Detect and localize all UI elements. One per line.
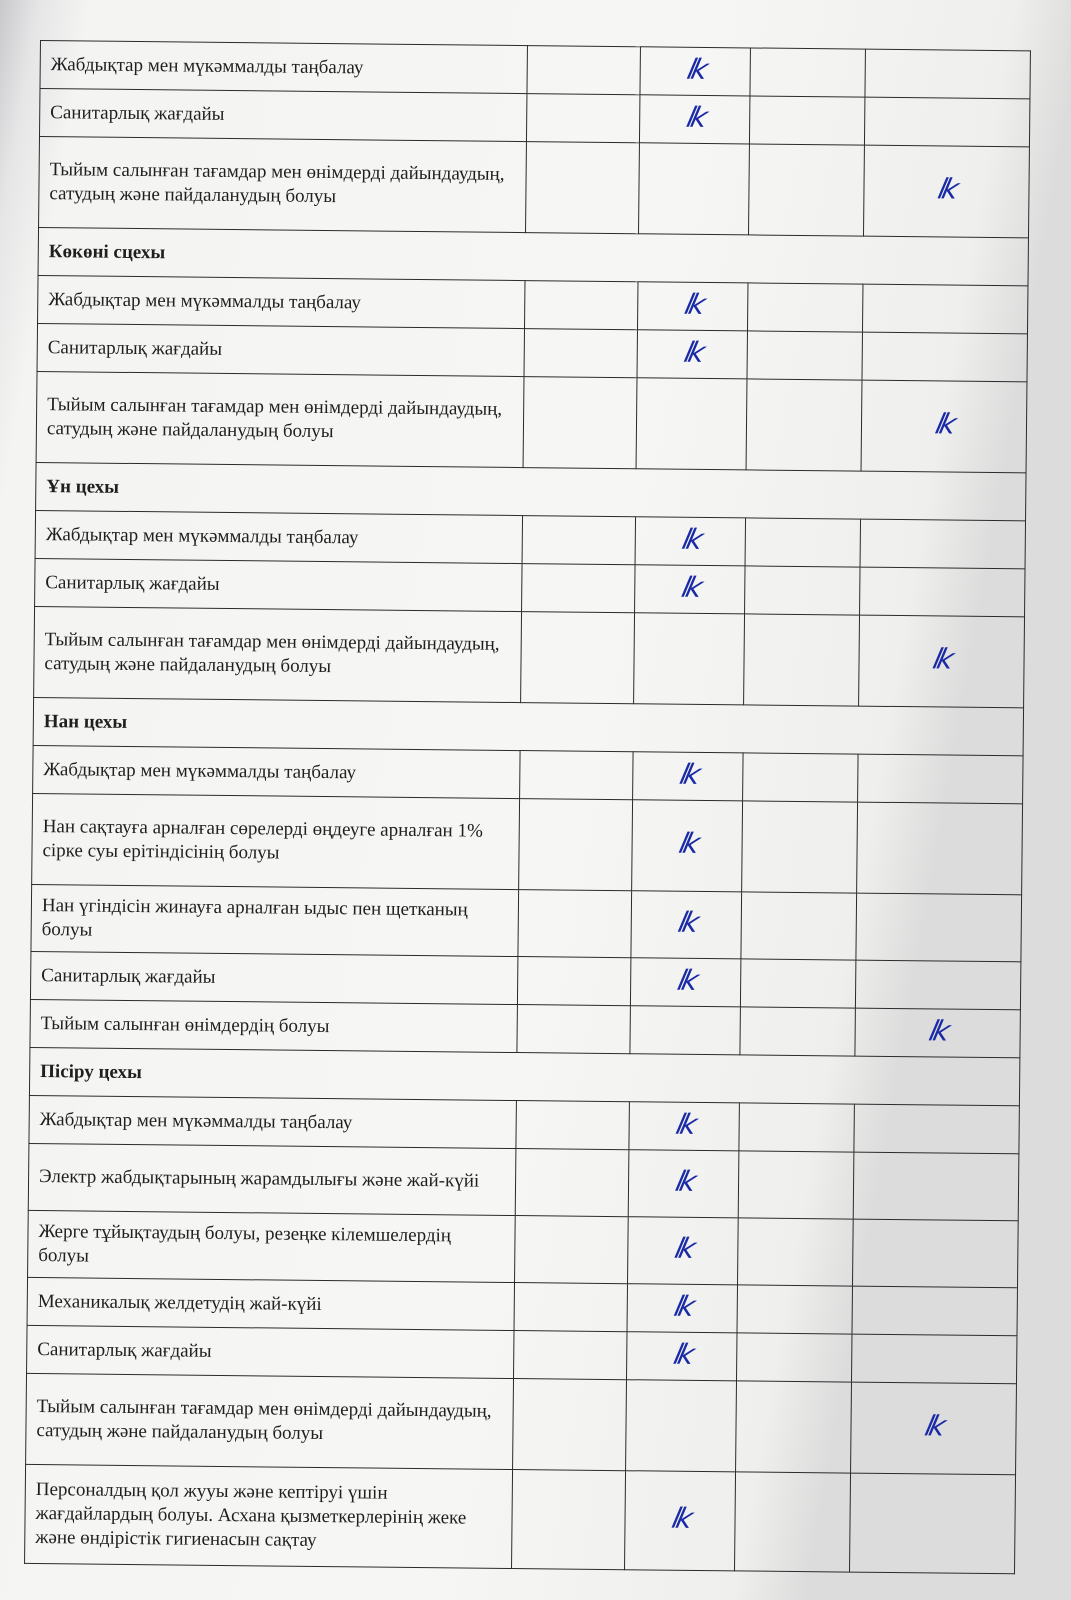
handwritten-check-mark: lk [678,570,702,604]
mark-cell-col-3 [744,614,860,706]
section-title: Нан цехы [33,697,1023,755]
mark-cell-col-3 [736,1333,851,1382]
checklist-row [36,371,1027,472]
criterion-label: Санитарлық жағдайы [27,1325,514,1378]
handwritten-check-mark: lk [929,642,954,676]
mark-cell-col-1 [521,612,635,704]
mark-cell-col-2 [632,800,743,892]
handwritten-check-mark: lk [675,826,699,860]
mark-cell-col-1 [514,1331,627,1380]
criterion-label: Жерге тұйықтаудың болуы, резеңке кілемшелердің болуы [28,1210,516,1282]
mark-cell-col-4 [858,754,1023,804]
criterion-label: Жабдықтар мен мүкәммалды таңбалау [33,745,520,798]
handwritten-check-mark: lk [926,1013,950,1048]
mark-cell-col-1 [527,46,640,95]
handwritten-check-mark: lk [681,287,705,321]
criterion-label: Механикалық желдетудің жай-күйі [27,1277,514,1330]
checklist-row [26,1373,1017,1474]
handwritten-check-mark: lk [680,335,705,369]
mark-cell-col-2 [637,282,747,331]
mark-cell-col-3 [742,801,858,893]
mark-cell-col-1 [526,94,639,143]
mark-cell-col-4 [854,1104,1019,1154]
mark-cell-col-2 [627,1284,737,1333]
checklist-sheet [24,40,1030,1574]
mark-cell-col-2 [635,517,745,566]
mark-cell-col-4 [851,1382,1017,1475]
mark-cell-col-2 [631,891,742,959]
handwritten-check-mark: lk [674,905,699,939]
mark-cell-col-3 [745,518,860,567]
section-title: Пісіру цехы [29,1047,1019,1105]
mark-cell-col-1 [519,799,633,891]
mark-cell-col-4 [852,1286,1017,1336]
mark-cell-col-3 [740,1007,855,1056]
mark-cell-col-2 [628,1217,739,1285]
handwritten-check-mark: lk [683,52,708,86]
mark-cell-col-1 [524,329,637,378]
mark-cell-col-2 [625,1471,736,1571]
section-title: Көкөні сцехы [38,227,1028,285]
handwritten-check-mark: lk [934,172,959,206]
mark-cell-col-3 [738,1151,854,1219]
mark-cell-col-4 [864,97,1029,147]
mark-cell-col-1 [522,516,635,565]
mark-cell-col-3 [737,1285,852,1334]
checklist-row [31,884,1022,961]
criterion-label: Персоналдың қол жууы және кептіруі үшін жағдайлардың болуы. Асхана қызметкерлерінің жеке және өндірістік гигиенасын сақтау [25,1464,513,1568]
criterion-label: Жабдықтар мен мүкәммалды таңбалау [29,1095,516,1148]
mark-cell-col-4 [860,519,1025,569]
handwritten-check-mark: lk [674,963,698,997]
checklist-row [34,606,1025,707]
mark-cell-col-4 [855,1008,1020,1058]
checklist-row [25,1464,1016,1573]
section-title: Ұн цехы [36,462,1026,520]
criterion-label: Жабдықтар мен мүкәммалды таңбалау [35,510,522,563]
criterion-label: Жабдықтар мен мүкәммалды таңбалау [38,275,525,328]
handwritten-check-mark: lk [683,100,707,134]
mark-cell-col-2 [635,565,745,614]
mark-cell-col-1 [515,1149,629,1217]
mark-cell-col-1 [513,1379,627,1471]
mark-cell-col-4 [857,802,1023,895]
mark-cell-col-3 [746,379,862,471]
mark-cell-col-4 [853,1152,1019,1221]
criterion-label: Жабдықтар мен мүкәммалды таңбалау [40,41,527,94]
mark-cell-col-1 [516,1101,629,1150]
mark-cell-col-2 [628,1150,739,1218]
criterion-label: Тыйым салынған тағамдар мен өнімдерді дайындаудың, сатудың және пайдаланудың болуы [39,136,527,232]
mark-cell-col-3 [739,1103,854,1152]
mark-cell-col-2 [629,1102,739,1151]
handwritten-check-mark: lk [670,1289,695,1323]
criterion-label: Тыйым салынған өнімдердің болуы [30,999,517,1052]
mark-cell-col-3 [735,1472,851,1572]
mark-cell-col-3 [747,283,862,332]
mark-cell-col-4 [856,893,1022,962]
inspection-checklist-table [24,40,1031,1574]
mark-cell-col-2 [639,143,750,235]
mark-cell-col-2 [626,1380,737,1472]
mark-cell-col-1 [518,890,632,958]
mark-cell-col-1 [523,377,637,469]
mark-cell-col-4 [861,380,1027,473]
mark-cell-col-4 [852,1219,1018,1288]
handwritten-check-mark: lk [672,1164,696,1198]
mark-cell-col-1 [517,957,630,1006]
mark-cell-col-2 [630,958,740,1007]
mark-cell-col-2 [637,330,747,379]
criterion-label: Тыйым салынған тағамдар мен өнімдерді дайындаудың, сатудың және пайдаланудың болуы [34,606,522,702]
criterion-label: Санитарлық жағдайы [35,558,522,611]
criterion-label: Санитарлық жағдайы [37,323,524,376]
mark-cell-col-2 [630,1006,740,1055]
mark-cell-col-2 [634,613,745,705]
mark-cell-col-1 [517,1005,630,1054]
mark-cell-col-3 [740,959,855,1008]
mark-cell-col-2 [636,378,747,470]
handwritten-check-mark: lk [921,1409,946,1443]
handwritten-check-mark: lk [672,1107,696,1141]
mark-cell-col-1 [514,1283,627,1332]
mark-cell-col-4 [863,145,1029,238]
mark-cell-col-4 [859,615,1025,708]
mark-cell-col-1 [522,564,635,613]
mark-cell-col-3 [748,144,864,236]
handwritten-check-mark: lk [671,1231,695,1265]
checklist-row [28,1143,1019,1220]
handwritten-check-mark: lk [668,1501,692,1535]
mark-cell-col-3 [738,1218,854,1286]
mark-cell-col-3 [736,1381,852,1473]
criterion-label: Тыйым салынған тағамдар мен өнімдерді дайындаудың, сатудың және пайдаланудың болуы [26,1373,514,1469]
checklist-row [32,793,1023,894]
mark-cell-col-3 [749,96,864,145]
mark-cell-col-3 [743,753,858,802]
criterion-label: Нан үгіндісін жинауға арналған ыдыс пен щетканың болуы [31,884,519,956]
mark-cell-col-2 [627,1332,737,1381]
handwritten-check-mark: lk [678,522,703,556]
handwritten-check-mark: lk [676,757,700,791]
mark-cell-col-3 [745,566,860,615]
checklist-row [28,1210,1019,1287]
criterion-label: Электр жабдықтарының жарамдылығы және жай-күйі [28,1143,516,1215]
handwritten-check-mark: lk [670,1337,694,1371]
checklist-body [25,41,1031,1574]
mark-cell-col-3 [747,331,862,380]
mark-cell-col-2 [633,752,743,801]
criterion-label: Нан сақтауға арналған сөрелерді өңдеуге арналған 1% сірке суы ерітіндісінің болуы [32,793,520,889]
mark-cell-col-3 [750,48,865,97]
criterion-label: Санитарлық жағдайы [39,89,526,142]
mark-cell-col-4 [855,960,1020,1010]
mark-cell-col-2 [640,47,750,96]
mark-cell-col-1 [526,142,640,234]
mark-cell-col-1 [525,281,638,330]
mark-cell-col-1 [520,751,633,800]
mark-cell-col-4 [851,1334,1016,1384]
criterion-label: Санитарлық жағдайы [30,951,517,1004]
mark-cell-col-1 [512,1470,626,1570]
mark-cell-col-1 [515,1216,629,1284]
mark-cell-col-4 [860,567,1025,617]
mark-cell-col-2 [639,95,749,144]
mark-cell-col-4 [862,332,1027,382]
criterion-label: Тыйым салынған тағамдар мен өнімдерді дайындаудың, сатудың және пайдаланудың болуы [36,371,524,467]
mark-cell-col-4 [850,1473,1016,1574]
checklist-row [39,136,1030,237]
handwritten-check-mark: lk [932,407,956,441]
mark-cell-col-4 [865,49,1030,99]
mark-cell-col-3 [741,892,857,960]
mark-cell-col-4 [862,284,1027,334]
